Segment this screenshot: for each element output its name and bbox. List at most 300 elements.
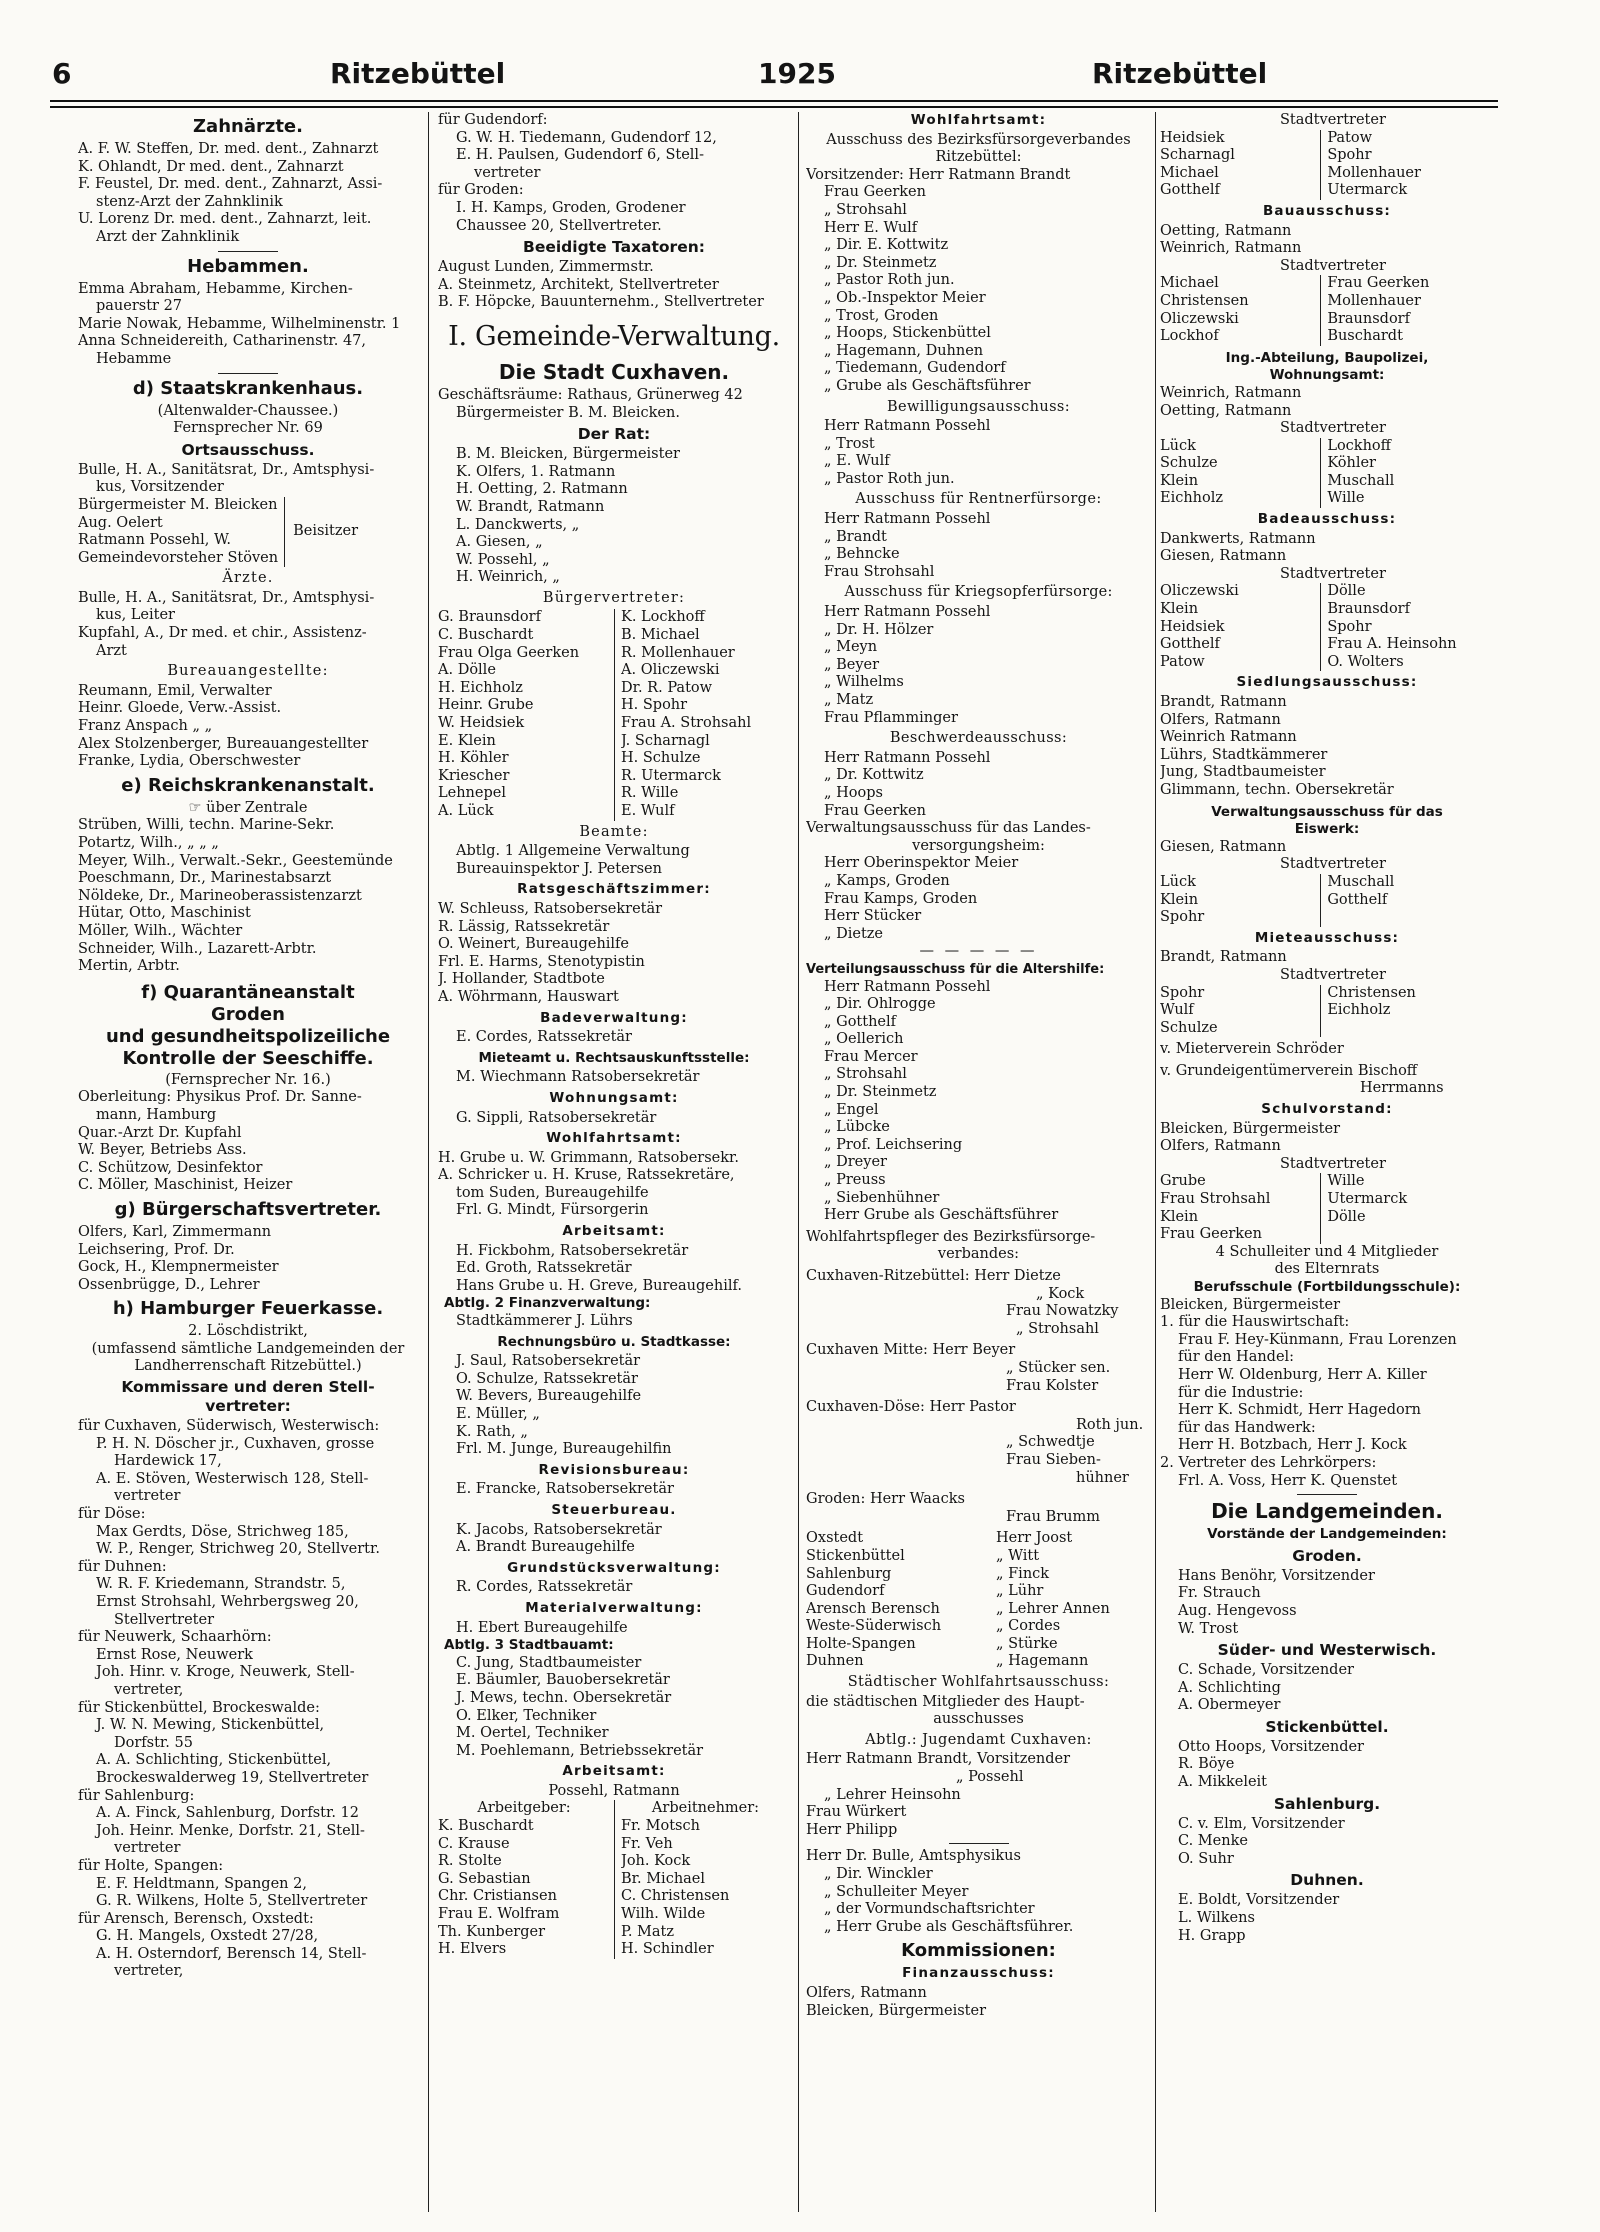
list-item: E. Müller, „ xyxy=(456,1406,540,1422)
list-item: Heidsiek xyxy=(1160,618,1225,635)
subsection-title: Materialverwaltung: xyxy=(525,1599,703,1616)
list-item: „ Cordes xyxy=(996,1618,1061,1635)
list-item: (umfassend sämtliche Landgemeinden der xyxy=(91,1340,405,1357)
list-item: für Neuwerk, Schaarhörn: xyxy=(78,1629,272,1646)
column-divider xyxy=(428,112,429,2212)
subsection-title: Wohnungsamt: xyxy=(549,1089,679,1106)
list-item: „ Dr. Steinmetz xyxy=(824,1084,937,1101)
list-item: Hütar, Otto, Maschinist xyxy=(78,905,251,922)
main-heading-gemeinde-verwaltung: I. Gemeinde-Verwaltung. xyxy=(448,320,780,352)
subsection-title: Bürgervertreter: xyxy=(542,589,686,606)
list-item: „ der Vormundschaftsrichter xyxy=(824,1901,1035,1918)
column-header: Arbeitnehmer: xyxy=(651,1800,760,1817)
subsection-title: Grundstücksverwaltung: xyxy=(507,1559,721,1576)
list-item: 2. Vertreter des Lehrkörpers: xyxy=(1160,1454,1377,1471)
list-item: für Döse: xyxy=(78,1506,146,1523)
list-item: „ Strohsahl xyxy=(1016,1320,1099,1337)
list-item: Patow xyxy=(1160,653,1205,670)
list-item: Herr Dr. Bulle, Amtsphysikus xyxy=(806,1848,1021,1865)
list-item: A. Giesen, „ xyxy=(456,534,543,551)
list-item: Frau Pflamminger xyxy=(824,709,958,726)
list-item: „ Herr Grube als Geschäftsführer. xyxy=(824,1918,1074,1935)
subsection-title: Stadtvertreter xyxy=(1280,565,1386,582)
list-item: Mollenhauer xyxy=(1327,292,1421,309)
stadtvertreter-table xyxy=(1160,130,1494,200)
list-item: W. Beyer, Betriebs Ass. xyxy=(78,1142,247,1159)
list-item: Frau Würkert xyxy=(806,1804,907,1821)
subsection-title: Wohlfahrtsamt: xyxy=(910,112,1047,128)
list-item: die städtischen Mitglieder des Haupt- xyxy=(806,1693,1085,1710)
list-item: R. Wille xyxy=(621,785,679,802)
list-item: A. A. Finck, Sahlenburg, Dorfstr. 12 xyxy=(96,1805,359,1822)
subsection-title: Rechnungsbüro u. Stadtkasse: xyxy=(497,1333,731,1350)
list-item: Grube xyxy=(1160,1173,1206,1190)
list-item: Gemeindevorsteher Stöven xyxy=(78,549,279,566)
list-item: Schneider, Wilh., Lazarett-Arbtr. xyxy=(78,940,317,957)
subsection-title: Steuerbureau. xyxy=(551,1501,677,1518)
list-item: Klein xyxy=(1160,1208,1199,1225)
subsection-title: Siedlungsausschuss: xyxy=(1236,674,1418,691)
list-item: Hardewick 17, xyxy=(114,1453,222,1470)
list-item: Bureauinspektor J. Petersen xyxy=(456,860,662,877)
list-item: tom Suden, Bureaugehilfe xyxy=(456,1184,649,1201)
list-item: Klein xyxy=(1160,601,1199,618)
list-item: „ Lehrer Annen xyxy=(996,1600,1110,1617)
list-item: Lockhof xyxy=(1160,328,1219,345)
list-item: Weinrich, Ratmann xyxy=(1160,240,1302,257)
list-item: Lehnepel xyxy=(438,785,506,802)
list-item: H. Schulze xyxy=(621,750,701,767)
section-title-reichskrankenanstalt: e) Reichskrankenanstalt. xyxy=(121,774,375,796)
subsection-title: Ortsausschuss. xyxy=(181,440,315,459)
list-item: Holte-Spangen xyxy=(806,1635,916,1652)
list-item: C. v. Elm, Vorsitzender xyxy=(1178,1815,1345,1832)
list-item: Fr. Veh xyxy=(621,1835,673,1852)
list-item: „ Witt xyxy=(996,1547,1040,1564)
list-item: Herrmanns xyxy=(1360,1080,1444,1097)
subsection-title: Ausschuss für Rentnerfürsorge: xyxy=(855,491,1102,508)
list-item: Frau A. Strohsahl xyxy=(621,715,752,732)
list-item: pauerstr 27 xyxy=(96,298,183,315)
list-item: Gotthelf xyxy=(1327,891,1388,908)
list-item: Herr E. Wulf xyxy=(824,219,918,236)
list-item: Cuxhaven Mitte: Herr Beyer xyxy=(806,1342,1016,1359)
list-item: H. Weinrich, „ xyxy=(456,569,560,586)
subsection-title: Schulvorstand: xyxy=(1261,1101,1393,1118)
list-item: Duhnen xyxy=(806,1653,864,1670)
list-item: Reumann, Emil, Verwalter xyxy=(78,682,272,699)
subsection-title: Städtischer Wohlfahrtsausschuss: xyxy=(847,1674,1110,1691)
list-item: „ Finck xyxy=(996,1565,1050,1582)
divider xyxy=(218,251,278,252)
phone: Fernsprecher Nr. 69 xyxy=(173,420,323,437)
list-item: Gotthelf xyxy=(1160,182,1220,199)
subsection-title: Bureauangestellte: xyxy=(167,663,329,680)
list-item: „ Wilhelms xyxy=(824,674,904,691)
subsection-title: Bewilligungsausschuss: xyxy=(886,398,1071,415)
subsection-title: Berufsschule (Fortbildungsschule): xyxy=(1193,1279,1461,1295)
subsection-title: Süder- und Westerwisch. xyxy=(1217,1641,1437,1660)
section-title-landgemeinden: Die Landgemeinden. xyxy=(1211,1499,1443,1524)
list-item: stenz-Arzt der Zahnklinik xyxy=(96,193,283,210)
list-item: R. Stolte xyxy=(438,1853,502,1870)
list-item: E. Cordes, Ratssekretär xyxy=(456,1029,632,1046)
subsection-title: versorgungsheim: xyxy=(912,837,1045,854)
subsection-title: Ausschuss für Kriegsopferfürsorge: xyxy=(844,584,1113,601)
list-item: Patow xyxy=(1327,129,1373,146)
list-item: Oxstedt xyxy=(806,1530,864,1547)
list-item: Roth jun. xyxy=(1076,1416,1144,1433)
dash-divider: — — — — — xyxy=(919,943,1038,960)
list-item: Christensen xyxy=(1327,984,1416,1001)
list-item: Ossenbrügge, D., Lehrer xyxy=(78,1276,260,1293)
list-item: Hans Grube u. H. Greve, Bureaugehilf. xyxy=(456,1277,742,1294)
list-item: „ Dr. Steinmetz xyxy=(824,254,937,271)
list-item: „ Stücker sen. xyxy=(1006,1359,1111,1376)
list-item: E. H. Paulsen, Gudendorf 6, Stell- xyxy=(456,147,704,164)
list-item: Th. Kunberger xyxy=(438,1923,546,1940)
list-item: Giesen, Ratmann xyxy=(1160,548,1287,565)
list-item: „ Hoops, Stickenbüttel xyxy=(824,325,991,342)
subsection-title: Sahlenburg. xyxy=(1273,1794,1381,1813)
list-item: O. Schulze, Ratssekretär xyxy=(456,1370,638,1387)
list-item: C. Schade, Vorsitzender xyxy=(1178,1662,1354,1679)
list-item: „ E. Wulf xyxy=(824,453,890,470)
section-title-quarantaene: Kontrolle der Seeschiffe. xyxy=(122,1047,374,1069)
list-item: Franz Anspach „ „ xyxy=(78,718,213,735)
section-title-stadt-cuxhaven: Die Stadt Cuxhaven. xyxy=(498,359,730,384)
list-item: vertreter xyxy=(114,1488,181,1505)
list-item: Michael xyxy=(1160,275,1219,292)
subsection-title: Stadtvertreter xyxy=(1280,257,1386,274)
divider xyxy=(949,1843,1009,1844)
list-item: „ Possehl xyxy=(956,1769,1024,1786)
list-item: C. Jung, Stadtbaumeister xyxy=(456,1654,642,1671)
list-item: Herr Ratmann Possehl xyxy=(824,978,991,995)
list-item: Olfers, Ratmann xyxy=(806,1984,927,2001)
list-item: Spohr xyxy=(1327,147,1372,164)
list-item: Frl. A. Voss, Herr K. Quenstet xyxy=(1178,1472,1398,1489)
list-item: R. Lässig, Ratssekretär xyxy=(438,918,610,935)
list-item: Fr. Motsch xyxy=(621,1818,700,1835)
list-item: für Stickenbüttel, Brockeswalde: xyxy=(78,1699,320,1716)
list-item: v. Grundeigentümerverein Bischoff xyxy=(1160,1062,1418,1079)
list-item: Ernst Rose, Neuwerk xyxy=(96,1646,253,1663)
list-item: „ Tiedemann, Gudendorf xyxy=(824,360,1006,377)
subsection-title: Abtlg.: Jugendamt Cuxhaven: xyxy=(865,1731,1092,1748)
list-item: Spohr xyxy=(1160,984,1205,1001)
list-item: Gotthelf xyxy=(1160,636,1220,653)
list-item: Mertin, Arbtr. xyxy=(78,958,180,975)
list-item: „ Lübcke xyxy=(824,1119,890,1136)
list-item: Frau A. Heinsohn xyxy=(1327,636,1457,653)
subsection-title: Revisionsbureau: xyxy=(538,1461,690,1478)
list-item: Mollenhauer xyxy=(1327,164,1421,181)
list-item: hühner xyxy=(1076,1469,1129,1486)
list-item: H. Grapp xyxy=(1178,1927,1246,1944)
subsection-title: Stadtvertreter xyxy=(1280,856,1386,873)
list-item: C. Schützow, Desinfektor xyxy=(78,1159,263,1176)
beisitzer-group xyxy=(78,497,418,567)
subsection-title: Mieteausschuss: xyxy=(1254,929,1400,946)
list-item: Brandt, Ratmann xyxy=(1160,694,1287,710)
list-item: A. Steinmetz, Architekt, Stellvertreter xyxy=(438,276,719,293)
list-item: Oetting, Ratmann xyxy=(1160,402,1292,419)
list-item: W. Heidsiek xyxy=(438,715,525,732)
list-item: 1. für die Hauswirtschaft: xyxy=(1160,1314,1350,1331)
section-title-buergerschaft: g) Bürgerschaftsvertreter. xyxy=(114,1198,382,1220)
list-item: Gudendorf xyxy=(806,1583,885,1600)
list-item: Otto Hoops, Vorsitzender xyxy=(1178,1738,1364,1755)
page-number: 6 xyxy=(52,57,72,90)
list-item: Frau Geerken xyxy=(824,802,926,819)
list-item: Christensen xyxy=(1160,292,1249,309)
list-item: Eichholz xyxy=(1327,1002,1391,1019)
list-item: vertreter, xyxy=(114,1963,184,1980)
list-item: Utermarck xyxy=(1327,1191,1408,1208)
list-item: Joh. Kock xyxy=(621,1853,691,1870)
list-item: Brandt, Ratmann xyxy=(1160,949,1287,966)
list-item: Bleicken, Bürgermeister xyxy=(1160,1120,1341,1137)
section-title-feuerkasse: h) Hamburger Feuerkasse. xyxy=(112,1298,384,1320)
list-item: Frl. G. Mindt, Fürsorgerin xyxy=(456,1202,649,1219)
list-item: Abtlg. 1 Allgemeine Verwaltung xyxy=(456,843,690,860)
list-item: Marie Nowak, Hebamme, Wilhelminenstr. 1 xyxy=(78,315,401,332)
list-item: „ Schulleiter Meyer xyxy=(824,1883,969,1900)
list-item: Vorsitzender: Herr Ratmann Brandt xyxy=(806,166,1071,183)
subsection-title: Stadtvertreter xyxy=(1280,1155,1386,1172)
list-item: Frau Sieben- xyxy=(1006,1451,1101,1468)
list-item: B. F. Höpcke, Bauunternehm., Stellvertreter xyxy=(438,294,764,311)
list-item: Braunsdorf xyxy=(1327,601,1410,618)
list-item: A. Dölle xyxy=(438,662,496,679)
list-item: M. Poehlemann, Betriebssekretär xyxy=(456,1742,704,1759)
list-item: Schulze xyxy=(1160,455,1218,472)
list-item: Lührs, Stadtkämmerer xyxy=(1160,746,1328,763)
list-item: Herr Ratmann Brandt, Vorsitzender xyxy=(806,1751,1071,1768)
list-item: W. Brandt, Ratmann xyxy=(456,498,605,515)
subsection-title: Abtlg. 2 Finanzverwaltung: xyxy=(444,1295,651,1312)
list-item: J. W. N. Mewing, Stickenbüttel, xyxy=(96,1717,325,1734)
list-item: Spohr xyxy=(1327,618,1372,635)
list-item: Ratmann Possehl, W. xyxy=(78,532,231,549)
list-item: Arzt der Zahnklinik xyxy=(96,228,240,245)
list-item: H. Ebert Bureaugehilfe xyxy=(456,1619,628,1636)
buergervertreter-table xyxy=(438,609,790,820)
list-item: „ Meyn xyxy=(824,639,878,656)
list-item: W. Bevers, Bureaugehilfe xyxy=(456,1388,642,1405)
list-item: A. Brandt Bureaugehilfe xyxy=(456,1539,635,1556)
list-item: „ Hoops xyxy=(824,784,883,801)
list-item: „ Dreyer xyxy=(824,1154,887,1171)
list-item: Ausschuss des Bezirksfürsorgeverbandes xyxy=(826,131,1131,148)
list-item: Wille xyxy=(1327,490,1365,507)
list-item: Aug. Hengevoss xyxy=(1178,1602,1297,1619)
list-item: E. F. Heldtmann, Spangen 2, xyxy=(96,1875,307,1892)
list-item: Herr Oberinspektor Meier xyxy=(824,855,1019,872)
brace-label: Beisitzer xyxy=(293,523,359,540)
stadtvertreter-table xyxy=(1160,1173,1494,1243)
list-item: Jung, Stadtbaumeister xyxy=(1160,764,1326,781)
list-item: Dr. R. Patow xyxy=(621,679,713,696)
list-item: Hebamme xyxy=(96,350,172,367)
list-item: W. Possehl, „ xyxy=(456,551,550,568)
list-item: „ Dr. Kottwitz xyxy=(824,767,924,784)
list-item: Frau E. Wolfram xyxy=(438,1906,560,1923)
list-item: R. Utermarck xyxy=(621,767,721,784)
list-item: „ Strohsahl xyxy=(824,201,907,218)
list-item: Strüben, Willi, techn. Marine-Sekr. xyxy=(78,817,335,834)
list-item: Oetting, Ratmann xyxy=(1160,222,1292,239)
list-item: Ed. Groth, Ratssekretär xyxy=(456,1260,632,1277)
list-item: G. Sippli, Ratsobersekretär xyxy=(456,1109,657,1126)
list-item: Dorfstr. 55 xyxy=(114,1734,193,1751)
list-item: Joh. Heinr. Menke, Dorfstr. 21, Stell- xyxy=(96,1822,365,1839)
list-item: für Gudendorf: xyxy=(438,112,548,128)
subsection-title: Wohlfahrtspfleger des Bezirksfürsorge- xyxy=(806,1228,1096,1245)
list-item: Herr Ratmann Possehl xyxy=(824,604,991,621)
list-item: Scharnagl xyxy=(1160,147,1235,164)
list-item: Anna Schneidereith, Catharinenstr. 47, xyxy=(78,333,367,350)
list-item: Herr Ratmann Possehl xyxy=(824,418,991,435)
list-item: H. Spohr xyxy=(621,697,688,714)
list-item: Groden: Herr Waacks xyxy=(806,1491,965,1508)
list-item: „ Kock xyxy=(1036,1285,1085,1302)
list-item: Frau Mercer xyxy=(824,1048,918,1065)
list-item: W. Trost xyxy=(1178,1620,1239,1637)
list-item: ausschusses xyxy=(933,1711,1024,1728)
list-item: „ Grube als Geschäftsführer xyxy=(824,377,1031,394)
header-rule xyxy=(50,100,1498,108)
list-item: Weinrich, Ratmann xyxy=(1160,384,1302,401)
column-2 xyxy=(438,112,790,2217)
list-item: O. Weinert, Bureaugehilfe xyxy=(438,936,630,953)
subsection-title: Stadtvertreter xyxy=(1280,420,1386,437)
list-item: C. Krause xyxy=(438,1835,510,1852)
list-item: J. Saul, Ratsobersekretär xyxy=(456,1353,641,1370)
list-item: Arzt xyxy=(96,642,127,659)
list-item: für Duhnen: xyxy=(78,1558,167,1575)
list-item: Frl. M. Junge, Bureaugehilfin xyxy=(456,1441,672,1458)
list-item: E. Boldt, Vorsitzender xyxy=(1178,1892,1340,1909)
column-header: Arbeitgeber: xyxy=(477,1800,571,1817)
list-item: Bulle, H. A., Sanitätsrat, Dr., Amtsphysi- xyxy=(78,589,375,606)
list-item: „ Strohsahl xyxy=(824,1066,907,1083)
list-item: Meyer, Wilh., Verwalt.-Sekr., Geestemünde xyxy=(78,852,393,869)
list-item: Herr Joost xyxy=(996,1530,1073,1547)
list-item: G. W. H. Tiedemann, Gudendorf 12, xyxy=(456,129,717,146)
year: 1925 xyxy=(758,57,836,90)
list-item: Herr Ratmann Possehl xyxy=(824,749,991,766)
list-item: Gock, H., Klempnermeister xyxy=(78,1259,279,1276)
list-item: 2. Löschdistrikt, xyxy=(188,1323,308,1340)
list-item: Weste-Süderwisch xyxy=(806,1618,942,1635)
list-item: Bleicken, Bürgermeister xyxy=(806,2002,987,2019)
list-item: „ Siebenhühner xyxy=(824,1189,940,1206)
subsection-title: Ing.-Abteilung, Baupolizei, xyxy=(1225,349,1429,366)
list-item: Potartz, Wilh., „ „ „ xyxy=(78,835,219,851)
running-title-left: Ritzebüttel xyxy=(330,57,506,90)
list-item: für den Handel: xyxy=(1178,1349,1295,1366)
list-item: Weinrich Ratmann xyxy=(1160,729,1297,746)
list-item: Ernst Strohsahl, Wehrbergsweg 20, xyxy=(96,1594,359,1610)
stadtvertreter-table xyxy=(1160,985,1494,1038)
list-item: Köhler xyxy=(1327,455,1376,472)
list-item: C. Christensen xyxy=(621,1888,730,1905)
divider xyxy=(218,373,278,374)
list-item: Frau Nowatzky xyxy=(1006,1303,1119,1320)
list-item: M. Wiechmann Ratsobersekretär xyxy=(456,1069,700,1086)
list-item: „ Lühr xyxy=(996,1583,1044,1600)
list-item: W. Schleuss, Ratsobersekretär xyxy=(438,900,663,917)
list-item: H. Schindler xyxy=(621,1941,714,1958)
list-item: „ Oellerich xyxy=(824,1031,904,1048)
list-item: Frau Strohsahl xyxy=(1160,1191,1271,1208)
list-item: Stellvertreter xyxy=(114,1611,214,1628)
subsection-title: Ärzte. xyxy=(222,570,274,587)
list-item: A. Oliczewski xyxy=(621,662,720,679)
subsection-title: Badeausschuss: xyxy=(1257,511,1397,528)
list-item: „ Dr. H. Hölzer xyxy=(824,621,934,638)
section-title-quarantaene: f) Quarantäneanstalt xyxy=(141,981,355,1003)
list-item: Geschäftsräume: Rathaus, Grünerweg 42 xyxy=(438,386,743,403)
column-3 xyxy=(806,112,1151,2217)
list-item: Schulze xyxy=(1160,1019,1218,1036)
stadtvertreter-table xyxy=(1160,874,1494,927)
list-item: C. Buschardt xyxy=(438,627,534,644)
list-item: Joh. Hinr. v. Kroge, Neuwerk, Stell- xyxy=(96,1664,355,1681)
subsection-title: Beeidigte Taxatoren: xyxy=(523,238,705,257)
list-item: kus, Vorsitzender xyxy=(96,479,224,496)
list-item: R. Cordes, Ratssekretär xyxy=(456,1579,633,1596)
list-item: Nöldeke, Dr., Marineoberassistenzarzt xyxy=(78,887,362,904)
list-item: Klein xyxy=(1160,891,1199,908)
list-item: Frau Kamps, Groden xyxy=(824,890,978,907)
list-item: „ Matz xyxy=(824,692,874,708)
subsection-title: Stickenbüttel. xyxy=(1265,1717,1389,1736)
list-item: C. Möller, Maschinist, Heizer xyxy=(78,1177,293,1194)
list-item: A. Wöhrmann, Hauswart xyxy=(438,988,619,1005)
list-item: Alex Stolzenberger, Bureauangestellter xyxy=(78,735,369,752)
list-item: Frau Strohsahl xyxy=(824,563,935,580)
list-item: R. Mollenhauer xyxy=(621,644,735,661)
list-item: vertreter xyxy=(474,164,541,181)
subsection-title: Verteilungsausschuss für die Altershilfe: xyxy=(806,961,1105,977)
stadtvertreter-table xyxy=(1160,438,1494,508)
list-item: 4 Schulleiter und 4 Mitglieder xyxy=(1215,1243,1439,1260)
list-item: L. Wilkens xyxy=(1178,1910,1255,1927)
list-item: H. Elvers xyxy=(438,1941,507,1958)
list-item: „ Prof. Leichsering xyxy=(824,1136,963,1153)
subsection-title: Finanzausschuss: xyxy=(902,1965,1055,1982)
list-item: G. Braunsdorf xyxy=(438,609,541,626)
list-item: Chaussee 20, Stellvertreter. xyxy=(456,217,662,234)
list-item: für das Handwerk: xyxy=(1178,1419,1316,1436)
arbeitsamt-table xyxy=(438,1800,790,1958)
list-item: Cuxhaven-Ritzebüttel: Herr Dietze xyxy=(806,1268,1061,1284)
list-item: Bleicken, Bürgermeister xyxy=(1160,1296,1341,1313)
list-item: „ Engel xyxy=(824,1101,879,1118)
list-item: „ Kamps, Groden xyxy=(824,872,950,889)
subsection-title: Bauausschuss: xyxy=(1262,202,1392,219)
list-item: Giesen, Ratmann xyxy=(1160,838,1287,855)
subsection-title: Duhnen. xyxy=(1290,1871,1364,1890)
list-item: August Lunden, Zimmermstr. xyxy=(438,259,654,276)
list-item: Herr H. Botzbach, Herr J. Kock xyxy=(1178,1437,1407,1454)
list-item: Dölle xyxy=(1327,583,1366,600)
list-item: Oliczewski xyxy=(1160,583,1239,600)
column-4 xyxy=(1160,112,1494,2217)
